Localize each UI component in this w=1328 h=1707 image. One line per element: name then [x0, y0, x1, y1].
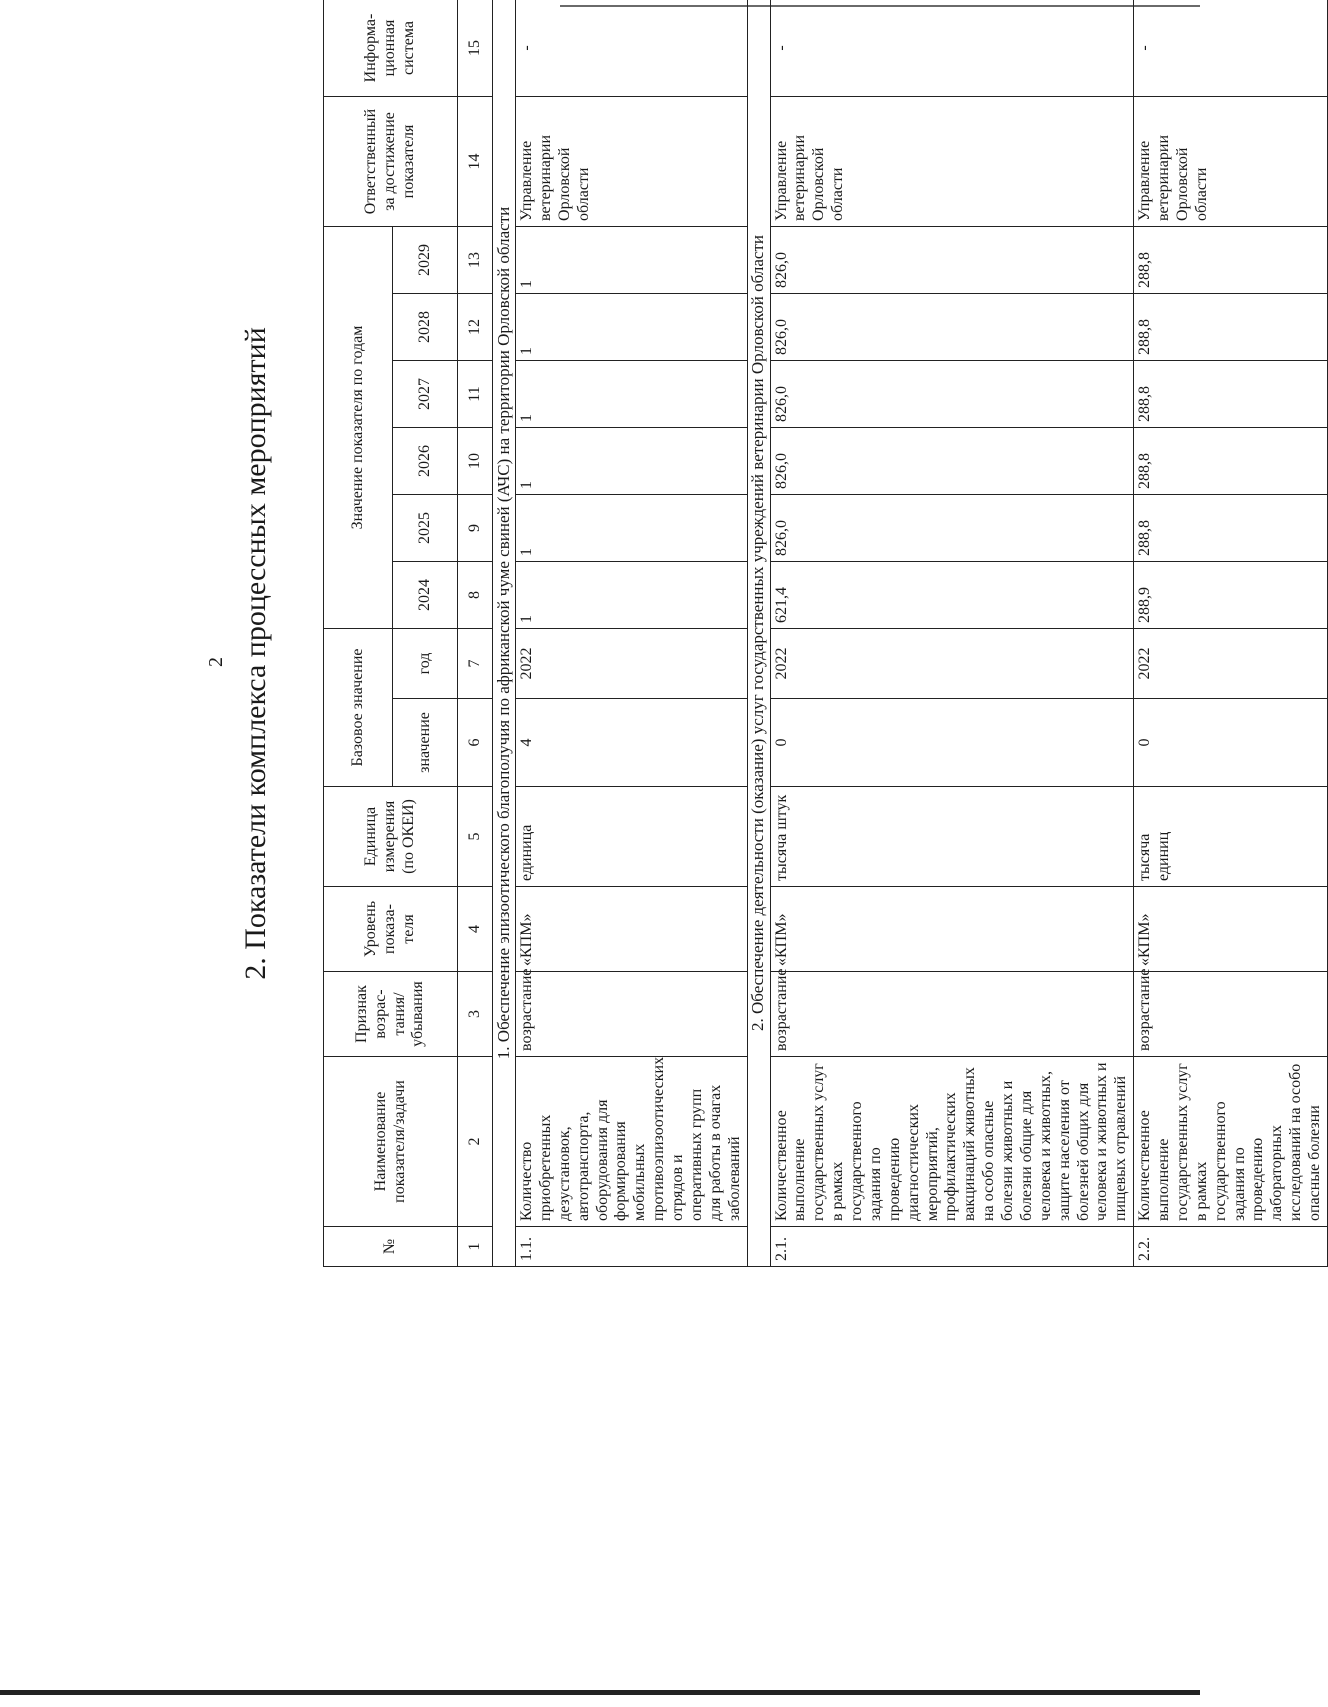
column-number: 1	[458, 1227, 493, 1267]
column-number: 7	[458, 628, 493, 698]
header-base-year: год	[393, 628, 458, 698]
row-info-system: -	[1134, 0, 1328, 96]
row-trend: возрастание	[770, 972, 1134, 1057]
row-num: 2.1.	[770, 1227, 1134, 1267]
row-value-2028: 288,8	[1134, 293, 1328, 360]
column-number-row	[458, 0, 493, 1267]
header-trend: Признак возрас-тания/ убывания	[324, 972, 458, 1057]
row-info-system: -	[516, 0, 748, 96]
row-responsible: Управление ветеринарии Орловской области	[1134, 96, 1328, 226]
row-trend: возрастание	[1134, 972, 1328, 1057]
header-year: 2028	[393, 293, 458, 360]
header-level: Уровень показа-теля	[324, 887, 458, 972]
row-num: 2.2.	[1134, 1227, 1328, 1267]
row-value-2025: 826,0	[770, 494, 1134, 561]
row-num: 1.1.	[516, 1227, 748, 1267]
indicators-table	[323, 0, 1328, 1267]
row-level: «КПМ»	[1134, 887, 1328, 972]
header-year: 2024	[393, 561, 458, 628]
column-number: 11	[458, 360, 493, 427]
header-name: Наименование показателя/задачи	[324, 1057, 458, 1227]
bottom-border-line	[0, 1690, 1200, 1695]
row-value-2026: 1	[516, 427, 748, 494]
row-value-2024: 1	[516, 561, 748, 628]
section-title: 2. Обеспечение деятельности (оказание) услуг государственных учреждений ветеринарии Орловской области	[747, 0, 770, 1267]
section-row	[493, 0, 516, 1267]
page-number: 2	[205, 657, 227, 667]
column-number: 8	[458, 561, 493, 628]
column-number: 15	[458, 0, 493, 96]
column-number: 2	[458, 1057, 493, 1227]
header-num: №	[324, 1227, 458, 1267]
header-base-value: значение	[393, 699, 458, 787]
column-number: 13	[458, 226, 493, 293]
header-year: 2025	[393, 494, 458, 561]
row-value-2027: 1	[516, 360, 748, 427]
row-value-2024: 621,4	[770, 561, 1134, 628]
table-row	[770, 0, 1134, 1267]
header-info-system: Информа-ционная система	[324, 0, 458, 96]
table-row	[516, 0, 748, 1267]
row-base-year: 2022	[516, 628, 748, 698]
row-trend: возрастание	[516, 972, 748, 1057]
rotated-page	[199, 13, 1323, 1267]
column-number: 9	[458, 494, 493, 561]
column-number: 6	[458, 699, 493, 787]
section-title: 1. Обеспечение эпизоотического благополучия по африканской чуме свиней (АЧС) на территории Орловской области	[493, 0, 516, 1267]
header-year: 2029	[393, 226, 458, 293]
row-base-year: 2022	[1134, 628, 1328, 698]
row-value-2027: 288,8	[1134, 360, 1328, 427]
row-value-2029: 288,8	[1134, 226, 1328, 293]
row-level: «КПМ»	[770, 887, 1134, 972]
header-row	[324, 0, 393, 1267]
row-responsible: Управление ветеринарии Орловской области	[770, 96, 1134, 226]
column-number: 14	[458, 96, 493, 226]
header-year: 2026	[393, 427, 458, 494]
row-unit: единица	[516, 787, 748, 887]
page-title: 2. Показатели комплекса процессных мероприятий	[239, 327, 272, 980]
header-values-by-year: Значение показателя по годам	[324, 226, 393, 628]
row-value-2026: 826,0	[770, 427, 1134, 494]
column-number: 5	[458, 787, 493, 887]
row-base-year: 2022	[770, 628, 1134, 698]
row-level: «КПМ»	[516, 887, 748, 972]
row-name: Количественное выполнение государственных услуг в рамках государственного задания по проведению лабораторных исследований на особо опасные болезни	[1134, 1057, 1328, 1227]
column-number: 3	[458, 972, 493, 1057]
row-responsible: Управление ветеринарии Орловской области	[516, 96, 748, 226]
header-year: 2027	[393, 360, 458, 427]
row-value-2028: 826,0	[770, 293, 1134, 360]
row-value-2025: 1	[516, 494, 748, 561]
header-base: Базовое значение	[324, 628, 393, 786]
row-value-2026: 288,8	[1134, 427, 1328, 494]
row-value-2025: 288,8	[1134, 494, 1328, 561]
row-value-2024: 288,9	[1134, 561, 1328, 628]
row-base-value: 0	[1134, 699, 1328, 787]
row-value-2027: 826,0	[770, 360, 1134, 427]
row-value-2028: 1	[516, 293, 748, 360]
section-row	[747, 0, 770, 1267]
header-unit: Единица измерения (по ОКЕИ)	[324, 787, 458, 887]
row-value-2029: 826,0	[770, 226, 1134, 293]
row-value-2029: 1	[516, 226, 748, 293]
row-base-value: 0	[770, 699, 1134, 787]
row-info-system: -	[770, 0, 1134, 96]
header-responsible: Ответственный за достижение показателя	[324, 96, 458, 226]
table-row	[1134, 0, 1328, 1267]
row-base-value: 4	[516, 699, 748, 787]
row-name: Количественное выполнение государственных услуг в рамках государственного задания по проведению диагностических мероприятий, профилактических вакцинаций животных на особо опасные болезни животных и болезни общие для человека и животных, защите населения от болезней общих для человека и животных и пищевых отравлений	[770, 1057, 1134, 1227]
row-name: Количество приобретенных дезустановок, автотранспорта, оборудования для формирования мобильных противоэпизоотических отрядов и оперативных групп для работы в очагах заболеваний	[516, 1057, 748, 1227]
row-unit: тысяча штук	[770, 787, 1134, 887]
row-unit: тысяча единиц	[1134, 787, 1328, 887]
column-number: 4	[458, 887, 493, 972]
column-number: 10	[458, 427, 493, 494]
column-number: 12	[458, 293, 493, 360]
